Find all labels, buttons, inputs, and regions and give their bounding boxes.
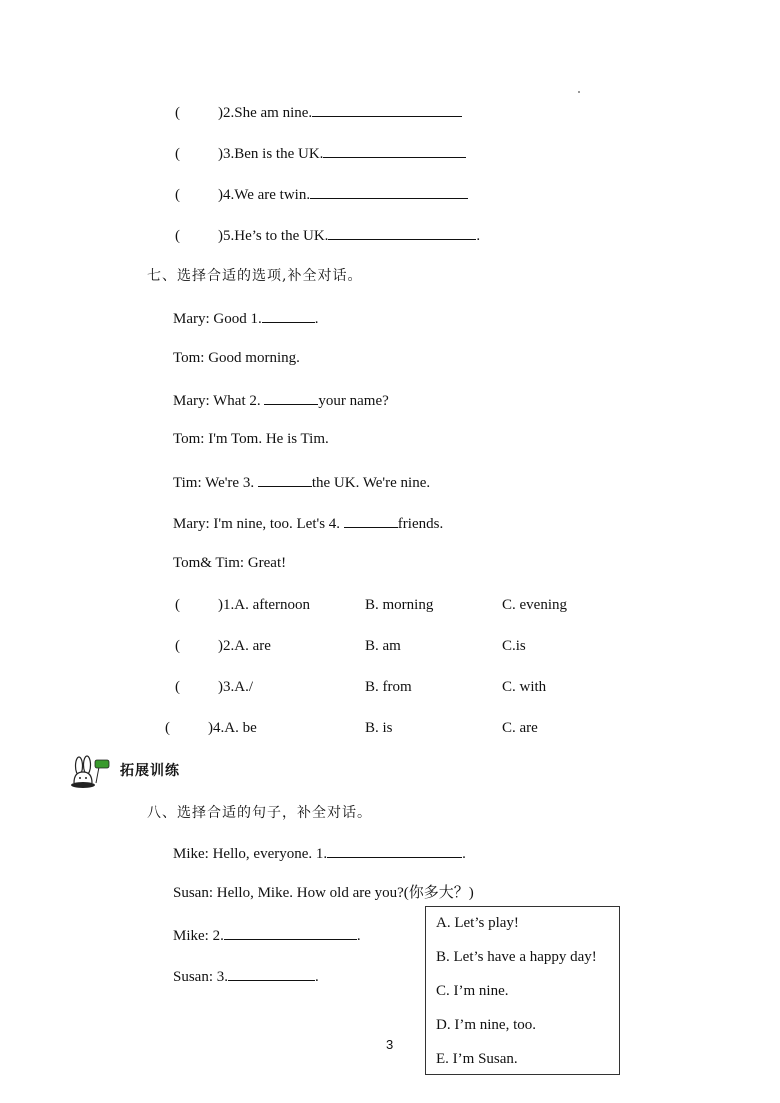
section7-heading: 七、选择合适的选项,补全对话。 (147, 268, 363, 284)
answer-blank[interactable] (224, 925, 357, 940)
answer-blank[interactable] (344, 513, 398, 528)
option-d: D. I’m nine, too. (436, 1017, 536, 1033)
trailing-period: . (476, 228, 481, 244)
paren-open: ( (175, 597, 180, 613)
paren-close: ) (218, 679, 223, 695)
option-a: 3.A./ (223, 679, 253, 695)
answer-blank[interactable] (328, 225, 476, 240)
option-c: C. I’m nine. (436, 983, 509, 999)
line-text-after: . (315, 969, 319, 985)
s8-dialogue-line (173, 884, 474, 902)
option-a: 2.A. are (223, 638, 271, 654)
rabbit-mascot-icon (70, 755, 115, 789)
line-text: Susan: Hello, Mike. How old are you?(你多大？) (173, 885, 474, 901)
s7-choice-row (165, 719, 257, 737)
line-text: Tim: We're 3. (173, 475, 258, 491)
paren-close: ) (218, 187, 223, 203)
answer-blank[interactable] (264, 390, 318, 405)
s7-dialogue-line (173, 308, 319, 328)
line-text: Tom& Tim: Great! (173, 555, 287, 571)
option-b: B. am (365, 638, 401, 654)
s6-item-3 (175, 143, 466, 163)
s7-dialogue-line (173, 390, 389, 410)
option-c: C. evening (502, 597, 567, 613)
option-e: E. I’m Susan. (436, 1051, 518, 1067)
line-text: Mary: What 2. (173, 393, 265, 409)
stray-dot (578, 91, 580, 93)
s6-item-5 (175, 225, 480, 245)
s7-dialogue-line (173, 349, 300, 367)
s7-choice-row (175, 596, 310, 614)
paren-open: ( (175, 228, 180, 244)
s6-sentence: 2.She am nine. (223, 105, 313, 121)
paren-close: ) (208, 720, 213, 736)
s6-sentence: 5.He’s to the UK. (223, 228, 329, 244)
line-text: Susan: 3. (173, 969, 229, 985)
s6-item-2 (175, 102, 462, 122)
option-a: 1.A. afternoon (223, 597, 311, 613)
s7-choice-row (175, 678, 253, 696)
option-a: 4.A. be (213, 720, 257, 736)
s7-dialogue-line (173, 472, 430, 492)
answer-blank[interactable] (228, 966, 315, 981)
s6-item-4 (175, 184, 468, 204)
s6-sentence: 3.Ben is the UK. (223, 146, 324, 162)
s8-dialogue-line (173, 925, 361, 945)
paren-close: ) (218, 597, 223, 613)
option-c: C.is (502, 638, 526, 654)
option-a: A. Let’s play! (436, 915, 519, 931)
line-text-after: . (356, 928, 361, 944)
answer-blank[interactable] (327, 843, 462, 858)
extension-title: 拓展训练 (120, 763, 180, 779)
line-text: Mary: Good 1. (173, 311, 262, 327)
paren-close: ) (218, 638, 223, 654)
line-text-after: the UK. We're nine. (311, 475, 431, 491)
answer-blank[interactable] (258, 472, 312, 487)
paren-close: ) (218, 228, 223, 244)
s8-dialogue-line (173, 843, 466, 863)
line-text: Mike: 2. (173, 928, 224, 944)
s7-dialogue-line (173, 513, 443, 533)
line-text-after: friends. (397, 516, 444, 532)
s6-sentence: 4.We are twin. (223, 187, 311, 203)
answer-blank[interactable] (262, 308, 315, 323)
line-text: Mike: Hello, everyone. 1. (173, 846, 328, 862)
paren-open: ( (175, 638, 180, 654)
option-b: B. is (365, 720, 393, 736)
answer-blank[interactable] (323, 143, 466, 158)
s7-dialogue-line (173, 554, 286, 572)
answer-blank[interactable] (312, 102, 462, 117)
options-box (425, 906, 620, 1075)
s7-dialogue-line (173, 430, 329, 448)
line-text-after: your name? (318, 393, 389, 409)
option-b: B. Let’s have a happy day! (436, 949, 597, 965)
paren-open: ( (175, 679, 180, 695)
paren-close: ) (218, 105, 223, 121)
line-text-after: . (314, 311, 319, 327)
page-number: 3 (386, 1037, 394, 1052)
paren-open: ( (165, 720, 170, 736)
paren-open: ( (175, 146, 180, 162)
option-c: C. are (502, 720, 538, 736)
paren-open: ( (175, 105, 180, 121)
answer-blank[interactable] (310, 184, 468, 199)
line-text-after: . (462, 846, 466, 862)
option-b: B. morning (365, 597, 434, 613)
section8-heading: 八、选择合适的句子，补全对话。 (147, 805, 372, 821)
line-text: Tom: Good morning. (173, 350, 300, 366)
option-b: B. from (365, 679, 412, 695)
option-c: C. with (502, 679, 547, 695)
line-text: Tom: I'm Tom. He is Tim. (173, 431, 329, 447)
paren-close: ) (218, 146, 223, 162)
s8-dialogue-line (173, 966, 319, 986)
s7-choice-row (175, 637, 271, 655)
paren-open: ( (175, 187, 180, 203)
line-text: Mary: I'm nine, too. Let's 4. (173, 516, 344, 532)
